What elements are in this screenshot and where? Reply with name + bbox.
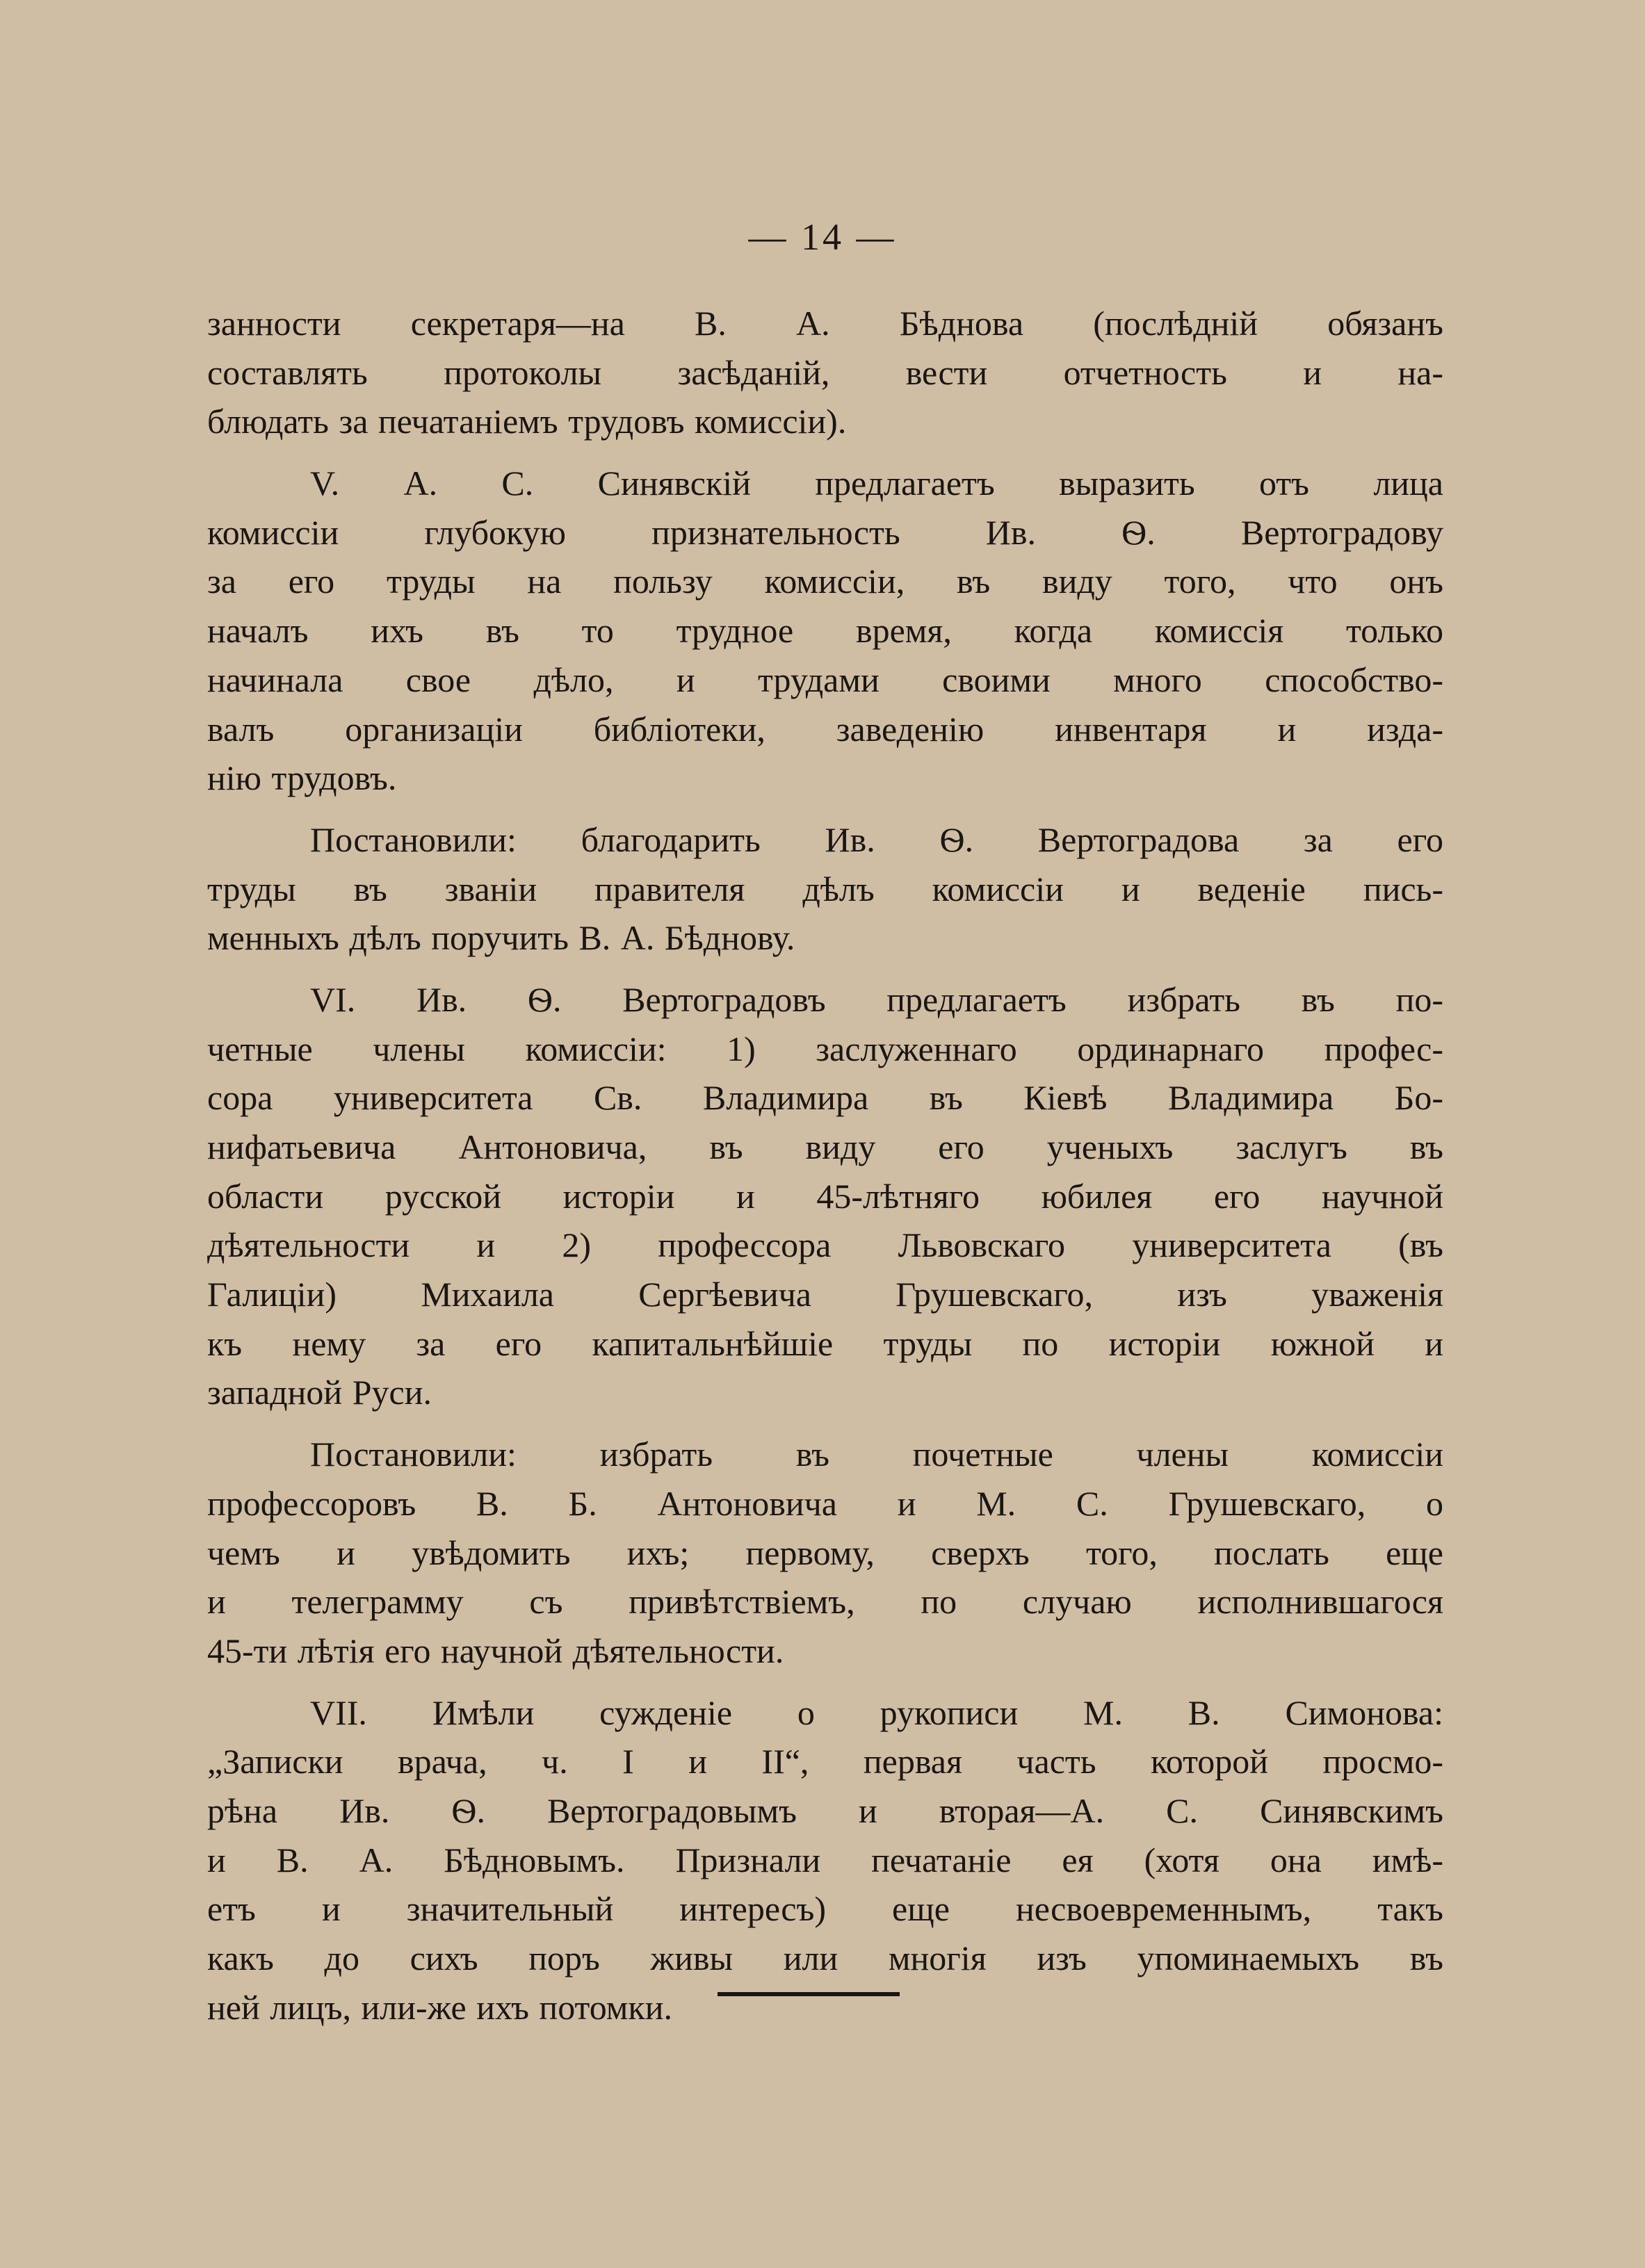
- text-line: за его труды на пользу комиссiи, въ виду того, что онъ: [207, 562, 1443, 601]
- text-line: начинала свое дѣло, и трудами своими много способство-: [207, 660, 1443, 699]
- text-line: занности секретаря—на В. А. Бѣднова (послѣднiй обязанъ: [207, 304, 1443, 343]
- paragraph: [207, 1688, 1443, 2032]
- text-line: 45-ти лѣтiя его научной дѣятельности.: [207, 1631, 784, 1670]
- text-line: VI. Ив. Ѳ. Вертоградовъ предлагаетъ избрать въ по-: [310, 979, 1443, 1019]
- text-line: какъ до сихъ поръ живы или многiя изъ упоминаемыхъ въ: [207, 1939, 1443, 1977]
- text-line: нiю трудовъ.: [207, 758, 397, 798]
- text-line: и телеграмму съ привѣтствiемъ, по случаю исполнившагося: [207, 1582, 1443, 1622]
- text-line: четные члены комиссiи: 1) заслуженнаго ординарнаго профес-: [207, 1029, 1443, 1068]
- text-line: валъ организацiи библiотеки, заведенiю инвентаря и изда-: [207, 709, 1443, 749]
- paragraph: [207, 459, 1443, 803]
- text-line: профессоровъ В. Б. Антоновича и М. С. Грушевскаго, о: [207, 1483, 1443, 1523]
- page-number: — 14 —: [748, 216, 897, 258]
- paragraph: [207, 815, 1443, 963]
- text-line: комиссiи глубокую признательность Ив. Ѳ. Вертоградову: [207, 512, 1443, 552]
- paragraph: [207, 299, 1443, 446]
- text-line: блюдать за печатанiемъ трудовъ комиссiи).: [207, 402, 847, 441]
- text-line: нифатьевича Антоновича, въ виду его ученыхъ заслугъ въ: [207, 1127, 1443, 1166]
- text-line: менныхъ дѣлъ поручить В. А. Бѣднову.: [207, 918, 795, 958]
- text-line: Постановили: избрать въ почетные члены комиссiи: [310, 1435, 1443, 1474]
- text-line: дѣятельности и 2) профессора Львовскаго университета (въ: [207, 1225, 1443, 1265]
- text-line: и В. А. Бѣдновымъ. Признали печатанiе ея (хотя она имѣ-: [207, 1840, 1443, 1879]
- text-line: составлять протоколы засѣданiй, вести отчетность и на-: [207, 352, 1443, 392]
- text-line: къ нему за его капитальнѣйшiе труды по исторiи южной и: [207, 1323, 1443, 1363]
- text-line: области русской исторiи и 45-лѣтняго юбилея его научной: [207, 1176, 1443, 1216]
- text-line: труды въ званiи правителя дѣлъ комиссiи и веденiе пись-: [207, 869, 1443, 908]
- paragraph: [207, 975, 1443, 1417]
- text-line: VII. Имѣли сужденiе о рукописи М. В. Симонова:: [310, 1692, 1443, 1732]
- document-body: [207, 299, 1443, 2044]
- text-line: началъ ихъ въ то трудное время, когда комиссiя только: [207, 611, 1443, 651]
- text-line: сора университета Св. Владимира въ Кiевѣ Владимира Бо-: [207, 1078, 1443, 1118]
- text-line: Постановили: благодарить Ив. Ѳ. Вертоградова за его: [310, 819, 1443, 859]
- end-rule: [718, 1992, 900, 1996]
- text-line: V. А. С. Синявскiй предлагаетъ выразить отъ лица: [310, 464, 1443, 503]
- text-line: ней лицъ, или-же ихъ потомки.: [207, 1987, 672, 2027]
- text-line: западной Руси.: [207, 1373, 432, 1412]
- text-line: „Записки врача, ч. I и II“, первая часть которой просмо-: [207, 1742, 1443, 1781]
- text-line: рѣна Ив. Ѳ. Вертоградовымъ и вторая—А. С. Синявскимъ: [207, 1790, 1443, 1830]
- text-line: чемъ и увѣдомить ихъ; первому, сверхъ того, послать еще: [207, 1533, 1443, 1572]
- paragraph: [207, 1430, 1443, 1675]
- text-line: Галицiи) Михаила Сергѣевича Грушевскаго, изъ уваженiя: [207, 1275, 1443, 1314]
- text-line: етъ и значительный интересъ) еще несвоевременнымъ, такъ: [207, 1889, 1443, 1929]
